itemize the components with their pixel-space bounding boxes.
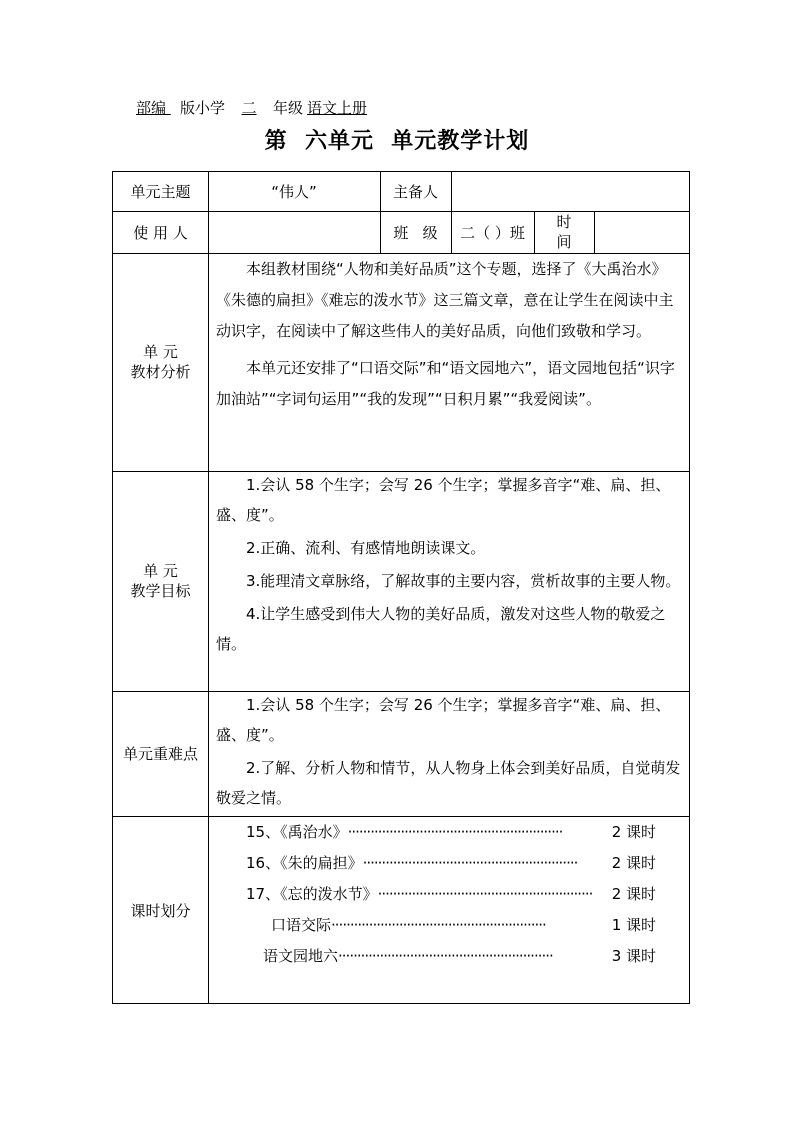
user-value: [208, 211, 380, 253]
key-content: [216, 690, 684, 813]
schedule-list: [246, 817, 656, 972]
key-label: 单元重难点: [122, 745, 198, 763]
analysis-paragraph: 本单元还安排了“口语交际”和“语文园地六”，语文园地包括“识字加油站”“字词句运用”“我的发现”“日积月累”“我爱阅读”。: [216, 359, 675, 408]
goal-item: 1.会认 58 个生字；会写 26 个生字；掌握多音字“难、扁、担、盛、度”。: [216, 476, 671, 524]
page-title: 第 六单元 单元教学计划: [264, 129, 530, 154]
schedule-item-name: 15、《禹治水》: [246, 823, 348, 841]
theme-label: 单元主题: [130, 183, 191, 201]
schedule-label: 课时划分: [130, 901, 191, 920]
schedule-item-name: 语文园地六: [263, 947, 339, 965]
header-line: [136, 97, 367, 118]
goals-content: [216, 470, 684, 659]
schedule-item-hours: 2 课时: [611, 885, 656, 903]
goals-label-line1: 单 元: [143, 562, 178, 580]
preparer-label: 主备人: [392, 183, 438, 201]
time-label: [534, 211, 594, 253]
analysis-paragraph: 本组教材围绕“人物和美好品质”这个专题，选择了《大禹治水》《朱德的扁担》《难忘的泼水节》这三篇文章，意在让学生在阅读中主动识字，在阅读中了解这些伟人的美好品质，向他们致敬和学习。: [216, 260, 674, 340]
goal-item: 3.能理清文章脉络，了解故事的主要内容，赏析故事的主要人物。: [246, 572, 681, 590]
leader-dots: ·························································: [377, 885, 593, 903]
col-divider: [208, 172, 209, 1004]
leader-dots: ·························································: [338, 947, 553, 965]
time-label-line2: 间: [556, 233, 572, 251]
class-value: 二（ ）班: [460, 223, 525, 242]
analysis-label-line2: 教材分析: [130, 363, 191, 381]
schedule-item: [246, 879, 656, 910]
schedule-item-hours: 2 课时: [611, 823, 656, 841]
goal-item: 2.正确、流利、有感情地朗读课文。: [246, 539, 486, 557]
schedule-item: [246, 941, 656, 972]
schedule-item-hours: 3 课时: [611, 947, 656, 965]
header-subject: 语文上册: [307, 99, 368, 117]
time-label-line1: 时: [556, 213, 572, 231]
class-label: 班 级: [393, 223, 438, 242]
goal-item: 4.让学生感受到伟大人物的美好品质，激发对这些人物的敬爱之情。: [216, 605, 666, 653]
goals-label: [113, 471, 208, 691]
header-grade-suffix: 年级: [273, 99, 304, 117]
time-value: [594, 211, 689, 253]
leader-dots: ·························································: [347, 823, 563, 841]
analysis-label-line1: 单 元: [143, 343, 178, 361]
user-label: 使 用 人: [133, 223, 188, 242]
analysis-content: [216, 254, 684, 415]
schedule-item-name: 16、《朱的扁担》: [246, 854, 363, 872]
theme-value: “伟人”: [271, 183, 317, 201]
schedule-item: [246, 910, 656, 941]
schedule-item-hours: 1 课时: [611, 916, 656, 934]
goals-label-line2: 教学目标: [130, 582, 191, 600]
header-publisher: 部编: [136, 99, 167, 117]
header-school-type: 版小学: [180, 99, 226, 117]
schedule-item-hours: 2 课时: [611, 854, 656, 872]
header-grade: 二: [241, 99, 257, 117]
header-blank-1: [166, 99, 180, 117]
leader-dots: ·························································: [331, 916, 546, 934]
preparer-value: [451, 172, 689, 211]
key-item: 1.会认 58 个生字；会写 26 个生字；掌握多音字“难、扁、担、盛、度”。: [216, 696, 671, 744]
schedule-item: [246, 817, 656, 848]
schedule-item: [246, 848, 656, 879]
schedule-item-name: 17、《忘的泼水节》: [246, 885, 378, 903]
key-item: 2.了解、分析人物和情节，从人物身上体会到美好品质，自觉萌发敬爱之情。: [216, 759, 681, 807]
analysis-label: [113, 253, 208, 471]
leader-dots: ·························································: [362, 854, 578, 872]
schedule-item-name: 口语交际: [271, 916, 332, 934]
